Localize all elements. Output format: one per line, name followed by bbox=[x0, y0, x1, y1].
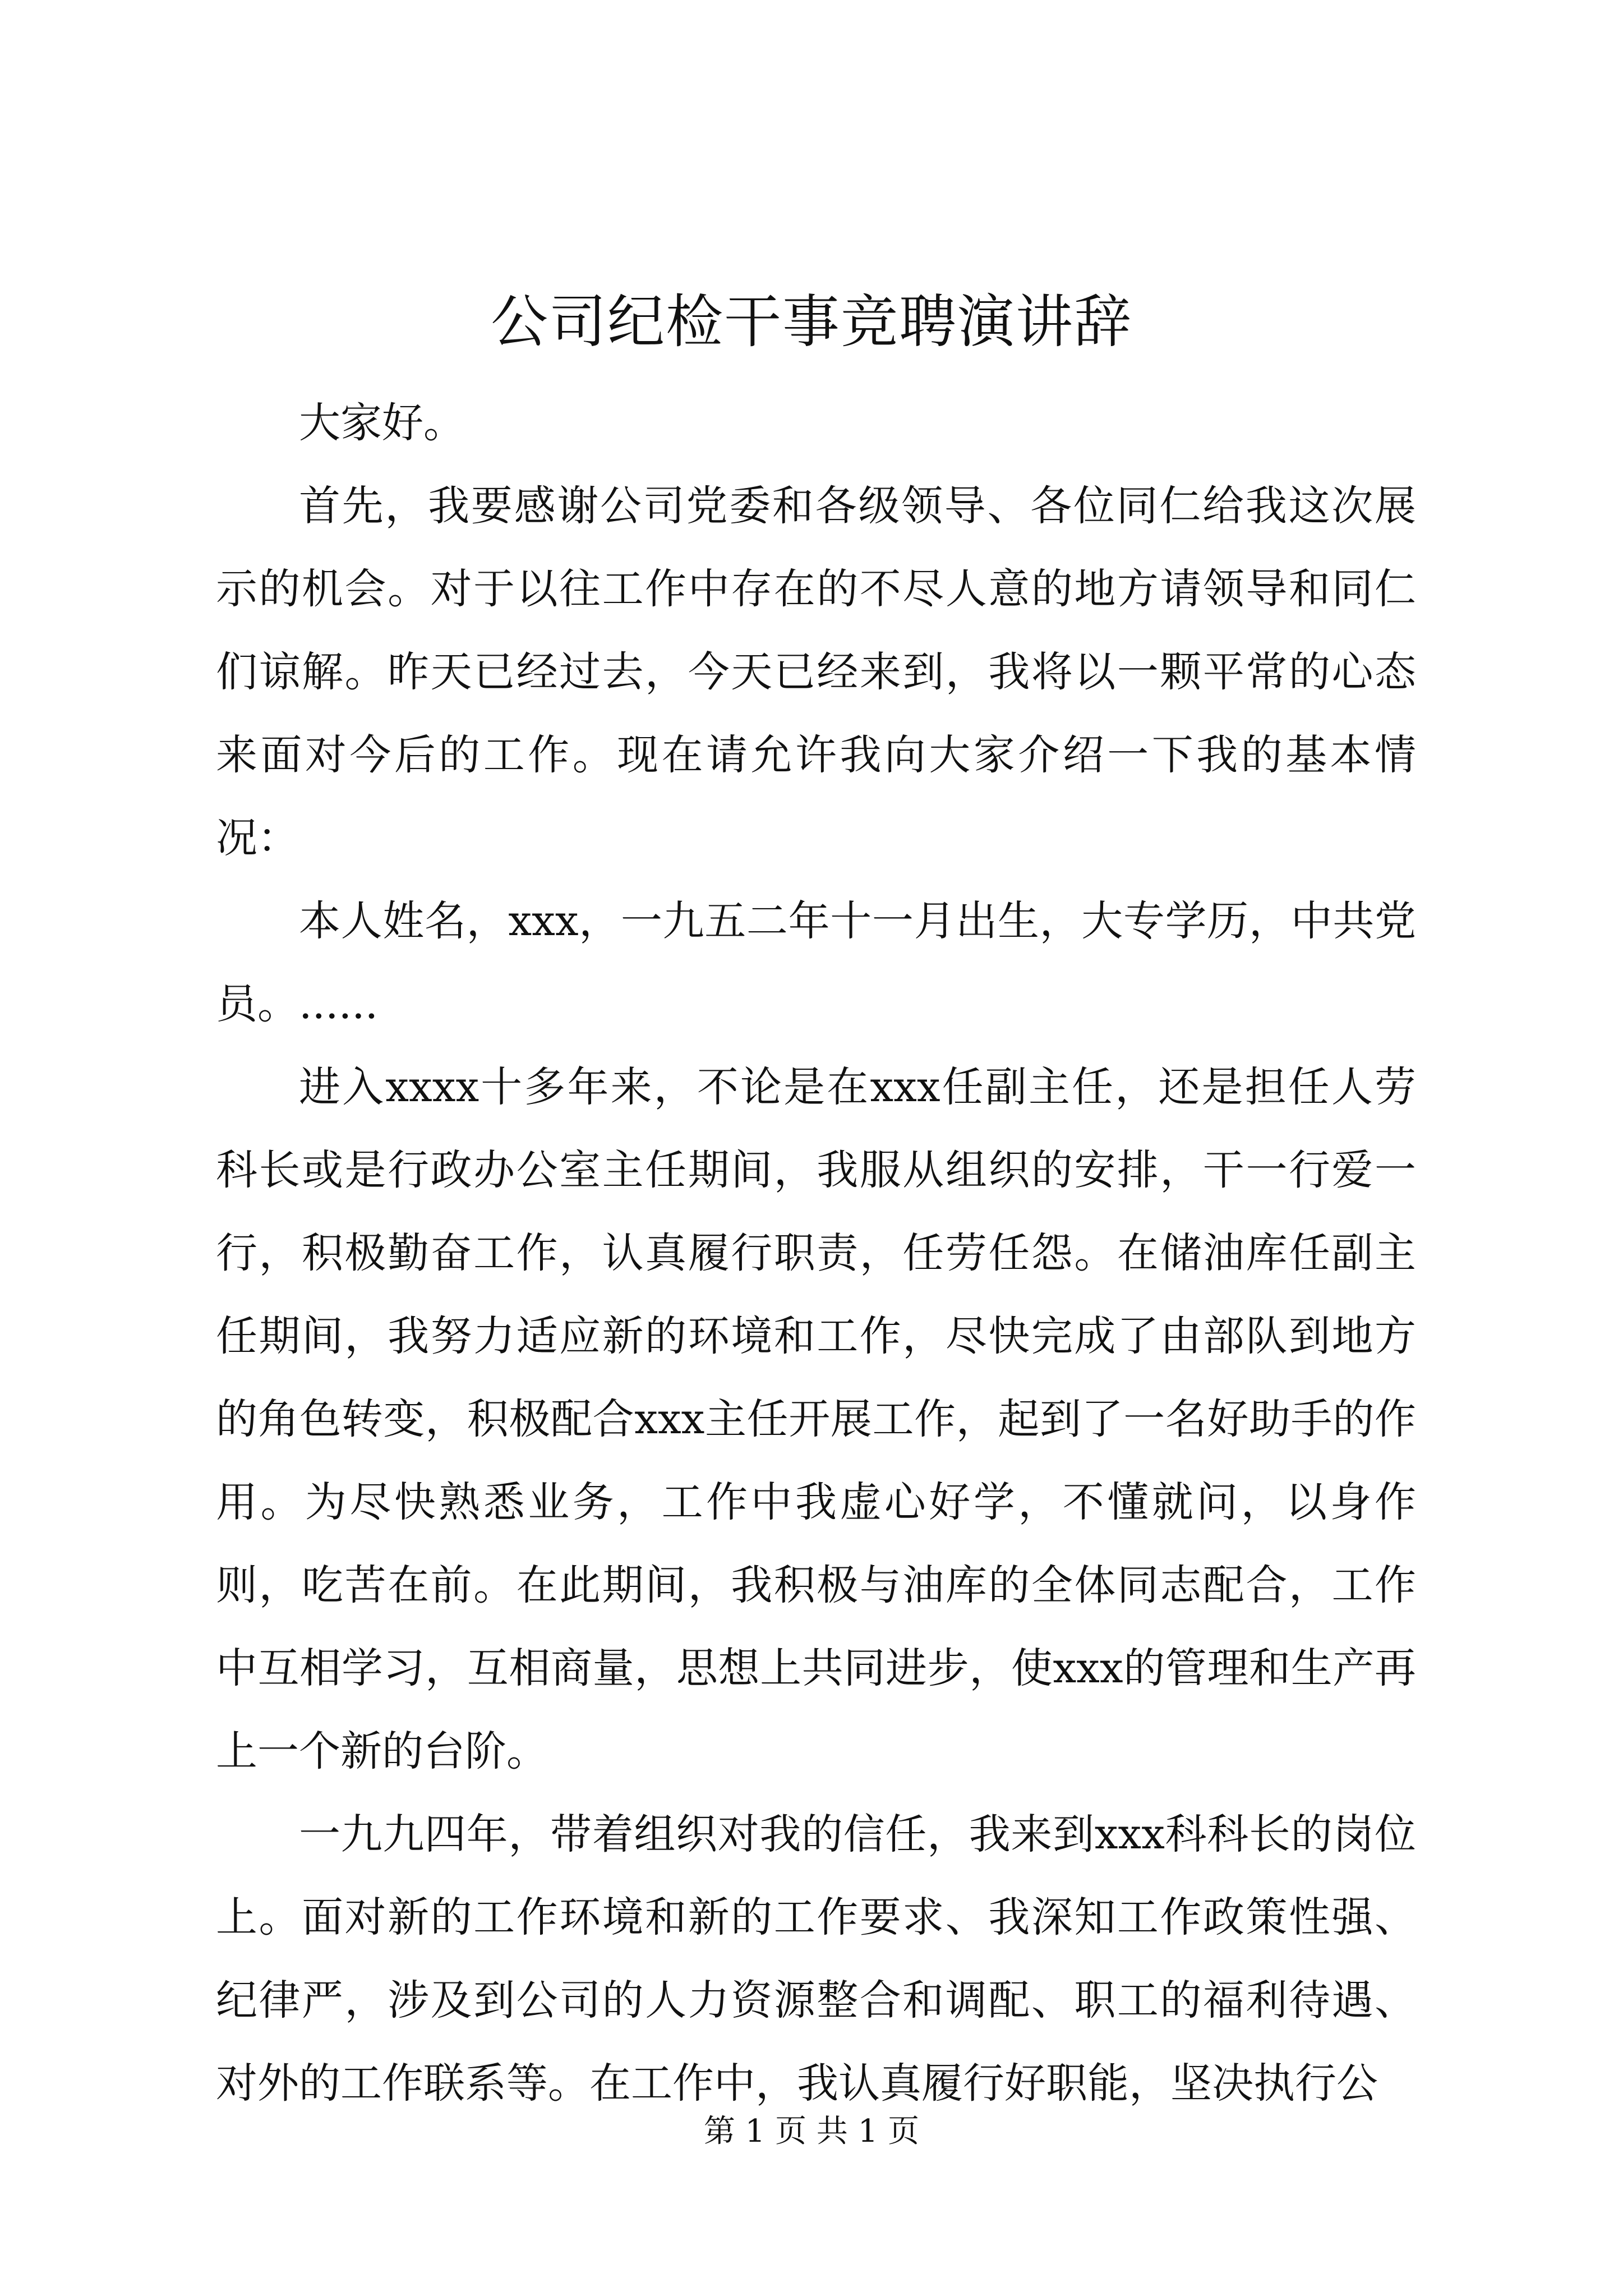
paragraph-thanks: 首先，我要感谢公司党委和各级领导、各位同仁给我这次展示的机会。对于以往工作中存在的不尽人意的地方请领导和同仁们谅解。昨天已经过去，今天已经来到，我将以一颗平常的心态来面对今后的工作。现在请允许我向大家介绍一下我的基本情况： bbox=[216, 482, 1416, 862]
paragraph-greeting: 大家好。 bbox=[299, 399, 465, 447]
document-body bbox=[216, 381, 1416, 2125]
paragraph-work-history: 进入xxxx十多年来，不论是在xxx任副主任，还是担任人劳科长或是行政办公室主任期间，我服从组织的安排，干一行爱一行，积极勤奋工作，认真履行职责，任劳任怨。在储油库任副主任期间，我努力适应新的环境和工作，尽快完成了由部队到地方的角色转变，积极配合xxx主任开展工作，起到了一名好助手的作用。为尽快熟悉业务，工作中我虚心好学，不懂就问，以身作则，吃苦在前。在此期间，我积极与油库的全体同志配合，工作中互相学习，互相商量，思想上共同进步，使xxx的管理和生产再上一个新的台阶。 bbox=[216, 1063, 1416, 1775]
paragraph-basic-info: 本人姓名，xxx，一九五二年十一月出生，大专学历，中共党员。...... bbox=[216, 897, 1416, 1028]
document-title: 公司纪检干事竞聘演讲辞 bbox=[491, 289, 1132, 356]
page-footer: 第 1 页 共 1 页 bbox=[703, 2113, 920, 2150]
paragraph-1994: 一九九四年，带着组织对我的信任，我来到xxx科科长的岗位上。面对新的工作环境和新的工作要求、我深知工作政策性强、纪律严，涉及到公司的人力资源整合和调配、职工的福利待遇、对外的工作联系等。在工作中，我认真履行好职能，坚决执行公 bbox=[216, 1810, 1416, 2108]
